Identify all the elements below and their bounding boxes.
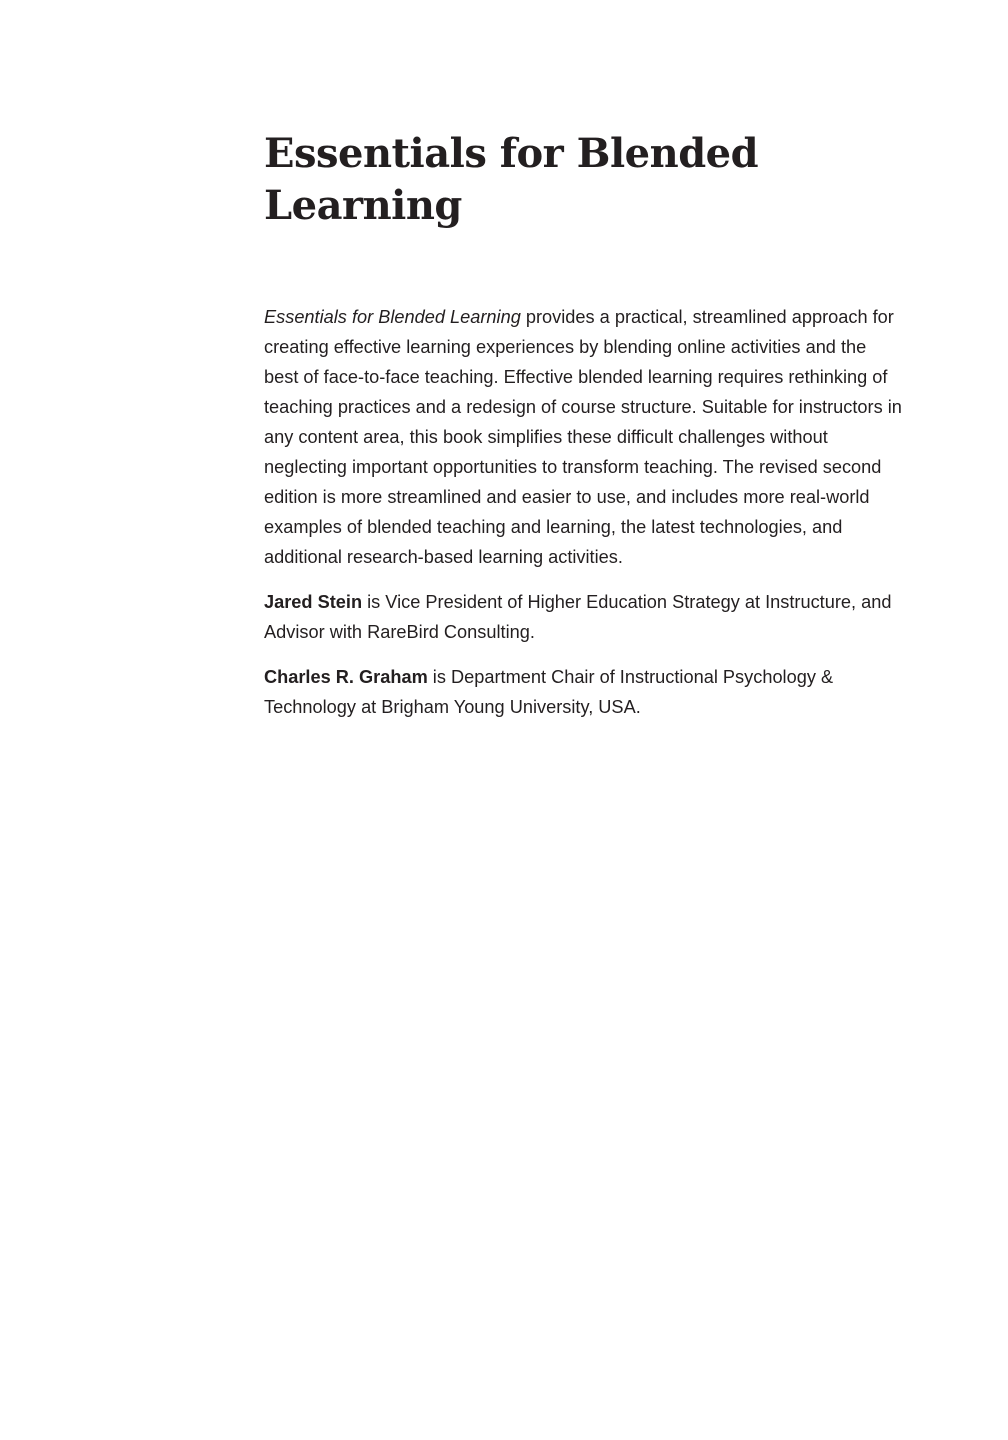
book-title xyxy=(264,128,904,232)
author-bio-text: is Department Chair of Instructional Psychology & Technology at Brigham Young University, USA. xyxy=(264,667,834,717)
book-description xyxy=(264,302,904,572)
book-title-line-1: Essentials for Blended xyxy=(264,130,759,177)
author-bio-text: is Vice President of Higher Education Strategy at Instructure, and Advisor with RareBird Consulting. xyxy=(264,592,892,642)
author-bio-stein xyxy=(264,587,904,647)
author-name: Charles R. Graham xyxy=(264,667,428,687)
author-name: Jared Stein xyxy=(264,592,363,612)
author-bio-graham xyxy=(264,662,904,722)
book-title-italic: Essentials for Blended Learning xyxy=(264,307,521,327)
book-title-line-2: Learning xyxy=(264,182,462,229)
book-description-text: provides a practical, streamlined approach for creating effective learning experiences by blending online activities and the best of face-to-face teaching. Effective blended learning requires rethinking of teaching practices and a redesign of course structure. Suitable for instructors in any content area, this book simplifies these difficult challenges without neglecting important opportunities to transform teaching. The revised second edition is more streamlined and easier to use, and includes more real-world examples of blended teaching and learning, the latest technologies, and additional research-based learning activities. xyxy=(264,307,902,567)
half-title-page xyxy=(264,128,904,722)
